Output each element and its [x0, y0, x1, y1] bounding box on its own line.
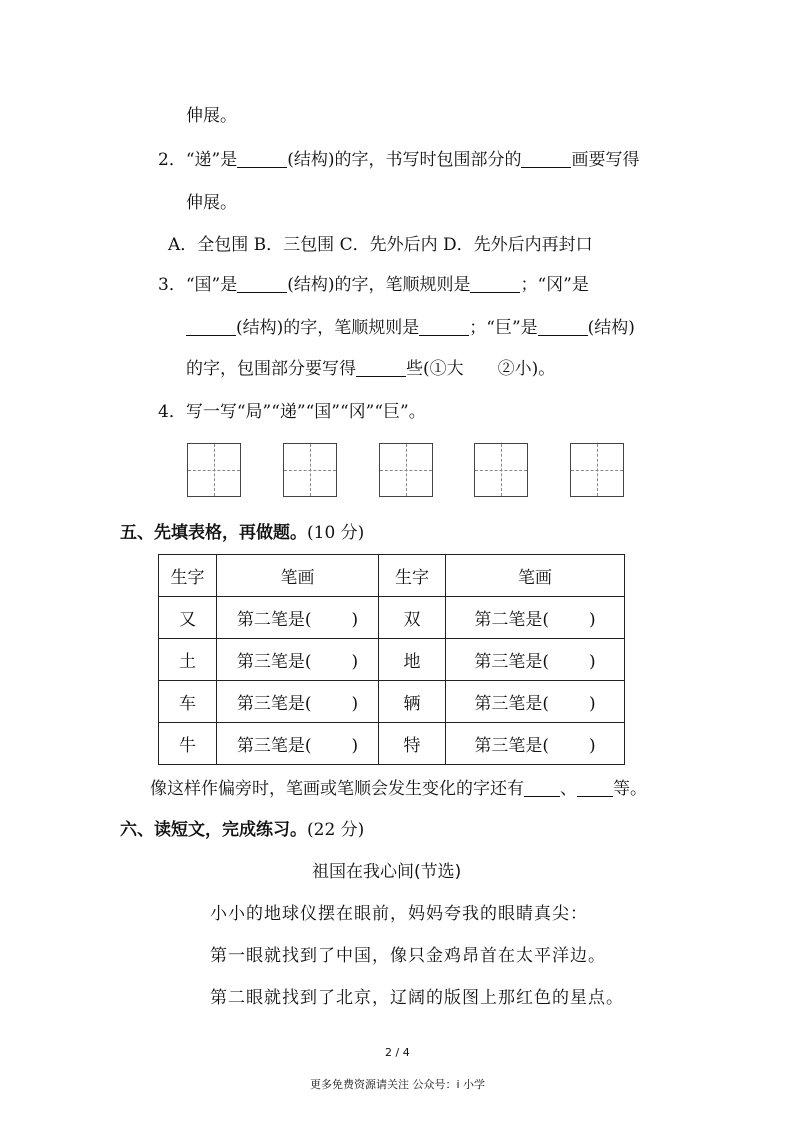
q1-line-end: 伸展。 — [186, 106, 237, 126]
stroke-prompt: 第三笔是( — [474, 694, 549, 714]
q2-text-3: 画要写得 — [571, 150, 640, 170]
writing-grid-box[interactable] — [283, 443, 337, 497]
stroke-answer-cell[interactable] — [217, 723, 379, 765]
paren-close: ) — [589, 694, 596, 714]
stroke-answer-cell[interactable] — [446, 681, 625, 723]
stroke-prompt: 第三笔是( — [236, 736, 312, 756]
q2-line2: 伸展。 — [186, 193, 237, 213]
char-cell: 双 — [379, 597, 446, 639]
answer-blank[interactable] — [186, 317, 236, 336]
table-header-row — [159, 555, 625, 597]
answer-blank[interactable] — [538, 317, 588, 336]
q2-text-1: “递”是 — [185, 150, 238, 170]
table-row — [159, 681, 625, 723]
char-cell: 又 — [159, 597, 217, 639]
paren-close: ) — [589, 610, 596, 630]
char-cell: 特 — [379, 723, 446, 765]
answer-blank[interactable] — [237, 274, 287, 293]
table-row — [159, 597, 625, 639]
answer-blank[interactable] — [470, 274, 520, 293]
char-cell: 地 — [379, 639, 446, 681]
table-row — [159, 723, 625, 765]
q3-text: (结构) — [587, 318, 635, 338]
q3-text: (结构)的字，笔顺规则是 — [236, 318, 420, 338]
q2-options: A．全包围 B．三包围 C．先外后内 D．先外后内再封口 — [168, 235, 593, 255]
q3-text: ；“冈”是 — [520, 275, 589, 295]
q4-number: 4． — [158, 402, 186, 422]
stroke-answer-cell[interactable] — [446, 723, 625, 765]
answer-blank[interactable] — [237, 149, 287, 168]
answer-blank[interactable] — [524, 778, 560, 797]
question-3 — [158, 273, 589, 297]
stroke-prompt: 第二笔是( — [236, 610, 312, 630]
stroke-table — [158, 554, 625, 765]
answer-blank[interactable] — [419, 317, 469, 336]
answer-blank[interactable] — [521, 149, 571, 168]
char-cell: 辆 — [379, 681, 446, 723]
paren-close: ) — [351, 610, 359, 630]
paren-close: ) — [589, 652, 596, 672]
stroke-answer-cell[interactable] — [446, 639, 625, 681]
paren-close: ) — [589, 736, 596, 756]
char-cell: 牛 — [159, 723, 217, 765]
passage-title: 祖国在我心间(节选) — [312, 862, 462, 882]
q3-text: 的字，包围部分要写得 — [186, 359, 356, 379]
question-2 — [158, 148, 639, 172]
q4-text: 写一写“局”“递”“国”“冈”“巨”。 — [185, 402, 426, 422]
writing-grid-box[interactable] — [379, 443, 433, 497]
section-6-score: (22 分) — [307, 820, 365, 840]
footer-note: 更多免费资源请关注 公众号：i 小学 — [310, 1078, 486, 1091]
header-cell: 生字 — [379, 555, 446, 597]
stroke-prompt: 第三笔是( — [236, 694, 312, 714]
writing-grid-box[interactable] — [474, 443, 528, 497]
stroke-answer-cell[interactable] — [446, 597, 625, 639]
q3-number: 3． — [158, 275, 186, 295]
page-number: 2 / 4 — [385, 1046, 410, 1059]
section-5-title: 五、先填表格，再做题。 — [120, 523, 307, 543]
section-5-heading — [120, 521, 364, 545]
stroke-answer-cell[interactable] — [217, 597, 379, 639]
followup-sep: 、 — [560, 779, 577, 799]
passage-line: 小小的地球仪摆在眼前，妈妈夸我的眼睛真尖： — [210, 904, 588, 924]
header-cell: 生字 — [159, 555, 217, 597]
stroke-answer-cell[interactable] — [217, 681, 379, 723]
stroke-prompt: 第三笔是( — [474, 652, 549, 672]
q2-text-2: (结构)的字，书写时包围部分的 — [287, 150, 522, 170]
section-5-score: (10 分) — [307, 523, 365, 543]
stroke-prompt: 第二笔是( — [474, 610, 549, 630]
q3-text: “国”是 — [185, 275, 238, 295]
paren-close: ) — [351, 736, 359, 756]
stroke-prompt: 第三笔是( — [236, 652, 312, 672]
char-cell: 土 — [159, 639, 217, 681]
q2-number: 2． — [158, 150, 186, 170]
section-6-heading — [120, 818, 364, 842]
stroke-prompt: 第三笔是( — [474, 736, 549, 756]
table-row — [159, 639, 625, 681]
q3-text: ；“巨”是 — [469, 318, 538, 338]
question-4 — [158, 400, 426, 424]
char-cell: 车 — [159, 681, 217, 723]
paren-close: ) — [351, 652, 359, 672]
paren-close: ) — [351, 694, 359, 714]
writing-grid-box[interactable] — [187, 443, 241, 497]
answer-blank[interactable] — [577, 778, 613, 797]
followup-text: 像这样作偏旁时，笔画或笔顺会发生变化的字还有 — [150, 779, 524, 799]
section-5-followup — [150, 777, 647, 801]
section-6-title: 六、读短文，完成练习。 — [120, 820, 307, 840]
q3-line3 — [186, 357, 555, 381]
q3-text: (结构)的字，笔顺规则是 — [287, 275, 471, 295]
writing-grid-box[interactable] — [570, 443, 624, 497]
stroke-answer-cell[interactable] — [217, 639, 379, 681]
q3-text: 些(①大 ②小)。 — [406, 359, 556, 379]
passage-line: 第一眼就找到了中国，像只金鸡昂首在太平洋边。 — [210, 946, 606, 966]
followup-text: 等。 — [613, 779, 647, 799]
header-cell: 笔画 — [446, 555, 625, 597]
q3-line2 — [186, 316, 635, 340]
passage-line: 第二眼就找到了北京，辽阔的版图上那红色的星点。 — [210, 988, 624, 1008]
answer-blank[interactable] — [356, 358, 406, 377]
header-cell: 笔画 — [217, 555, 379, 597]
